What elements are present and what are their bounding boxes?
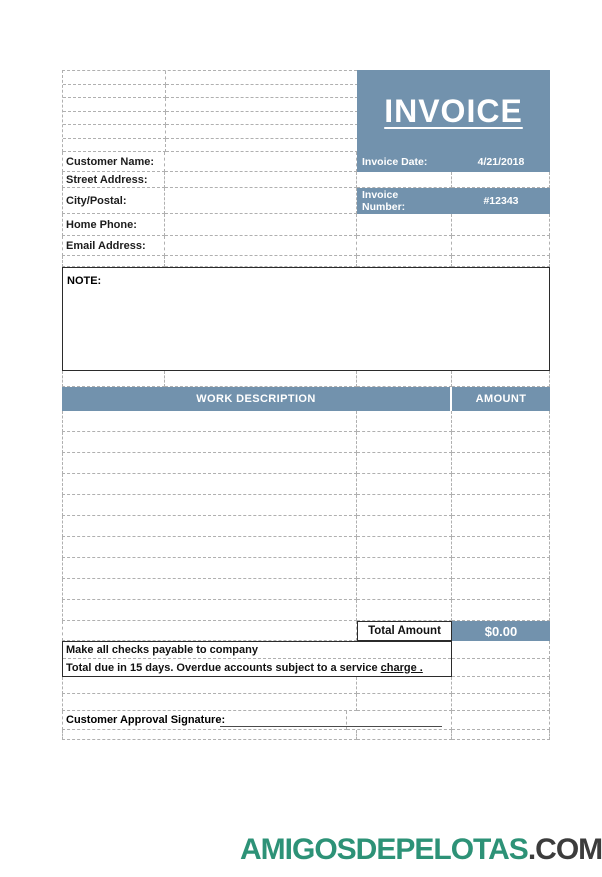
work-description-cell[interactable]: [62, 495, 357, 516]
empty-cell: [62, 256, 165, 267]
invoice-title: INVOICE: [384, 92, 523, 129]
empty-cell: [347, 711, 452, 730]
empty-cell: [166, 85, 358, 99]
work-description-subcell[interactable]: [357, 411, 452, 432]
signature-row: [62, 711, 550, 730]
empty-cell: [452, 641, 550, 659]
empty-cell: [357, 371, 452, 387]
email-address-row: [62, 236, 550, 256]
empty-cell: [166, 139, 358, 153]
empty-cell: [452, 730, 550, 740]
total-row: [62, 621, 550, 641]
empty-cell: [62, 694, 357, 711]
amount-cell[interactable]: [452, 558, 550, 579]
street-address-row: [62, 172, 550, 188]
empty-cell: [62, 371, 165, 387]
amount-cell[interactable]: [452, 411, 550, 432]
work-description-subcell[interactable]: [357, 516, 452, 537]
signature-label: Customer Approval Signature:: [66, 714, 226, 726]
total-amount-value: $0.00: [452, 621, 550, 641]
empty-cell: [165, 256, 357, 267]
city-postal-row: [62, 188, 550, 214]
empty-cell: [452, 256, 550, 267]
work-table-row: [62, 411, 550, 432]
empty-cell: [63, 85, 166, 99]
work-description-subcell[interactable]: [357, 558, 452, 579]
empty-cell: [63, 98, 166, 112]
empty-cell: [357, 214, 452, 236]
empty-cell: [452, 214, 550, 236]
empty-cell: [452, 236, 550, 256]
work-table-row: [62, 516, 550, 537]
spacer-row: [62, 256, 550, 267]
work-description-cell[interactable]: [62, 558, 357, 579]
terms-box: [62, 641, 452, 677]
home-phone-label: Home Phone:: [62, 214, 165, 236]
amount-cell[interactable]: [452, 516, 550, 537]
customer-name-row: [62, 152, 550, 172]
site-logo-tld: .COM: [527, 833, 602, 866]
due-note: [63, 659, 451, 676]
work-description-cell[interactable]: [62, 579, 357, 600]
invoice-title-box: [357, 70, 550, 152]
empty-cell: [63, 71, 166, 85]
empty-cell: [62, 677, 357, 694]
invoice-number-value: #12343: [452, 188, 550, 214]
customer-name-input[interactable]: [165, 152, 357, 172]
empty-cell: [63, 112, 166, 126]
work-description-cell[interactable]: [62, 600, 357, 621]
work-table-body: [62, 411, 550, 621]
spacer-row: [62, 730, 550, 740]
empty-cell: [63, 139, 166, 153]
empty-cell: [357, 236, 452, 256]
work-description-cell[interactable]: [62, 453, 357, 474]
empty-cell: [452, 711, 550, 730]
home-phone-input[interactable]: [165, 214, 357, 236]
email-address-label: Email Address:: [62, 236, 165, 256]
work-description-cell[interactable]: [62, 516, 357, 537]
work-description-subcell[interactable]: [357, 579, 452, 600]
service-charge-link[interactable]: charge .: [380, 661, 423, 674]
work-description-subcell[interactable]: [357, 474, 452, 495]
street-address-input[interactable]: [165, 172, 357, 188]
empty-cell: [357, 172, 452, 188]
empty-cell: [357, 677, 452, 694]
empty-cell: [357, 256, 452, 267]
work-table-row: [62, 474, 550, 495]
city-postal-input[interactable]: [165, 188, 357, 214]
empty-cell: [357, 694, 452, 711]
work-table-row: [62, 453, 550, 474]
work-description-subcell[interactable]: [357, 600, 452, 621]
amount-cell[interactable]: [452, 453, 550, 474]
work-description-header: WORK DESCRIPTION: [62, 387, 452, 411]
site-logo: [240, 833, 602, 867]
spacer-row: [62, 371, 550, 387]
work-description-cell[interactable]: [62, 474, 357, 495]
due-note-text: Total due in 15 days. Overdue accounts subject to a service: [66, 661, 378, 674]
empty-cell: [166, 125, 358, 139]
spacer-row: [62, 677, 550, 694]
total-amount-label: Total Amount: [357, 621, 452, 641]
work-table-header: [62, 387, 550, 411]
email-address-input[interactable]: [165, 236, 357, 256]
work-description-subcell[interactable]: [357, 432, 452, 453]
terms-section: [62, 641, 550, 677]
empty-cell: [452, 677, 550, 694]
work-description-cell[interactable]: [62, 537, 357, 558]
empty-cell: [452, 371, 550, 387]
spacer-row: [62, 694, 550, 711]
note-input-area[interactable]: [62, 267, 550, 371]
amount-cell[interactable]: [452, 474, 550, 495]
note-label: NOTE:: [67, 275, 102, 287]
work-table-row: [62, 600, 550, 621]
home-phone-row: [62, 214, 550, 236]
empty-cell: [357, 730, 452, 740]
invoice-date-value: 4/21/2018: [452, 152, 550, 172]
work-description-subcell[interactable]: [357, 537, 452, 558]
checks-note: Make all checks payable to company: [63, 642, 451, 659]
empty-cell: [452, 172, 550, 188]
top-empty-grid: [62, 70, 357, 152]
amount-cell[interactable]: [452, 432, 550, 453]
city-postal-label: City/Postal:: [62, 188, 165, 214]
work-table-row: [62, 579, 550, 600]
work-description-cell[interactable]: [62, 432, 357, 453]
empty-cell: [452, 659, 550, 677]
empty-cell: [63, 125, 166, 139]
empty-cell: [166, 112, 358, 126]
work-description-cell[interactable]: [62, 411, 357, 432]
empty-cell: [62, 730, 357, 740]
amount-header: AMOUNT: [452, 387, 550, 411]
empty-cell: [452, 694, 550, 711]
customer-name-label: Customer Name:: [62, 152, 165, 172]
work-table-row: [62, 495, 550, 516]
empty-cell: [165, 371, 357, 387]
work-table-row: [62, 537, 550, 558]
work-description-subcell[interactable]: [357, 453, 452, 474]
invoice-date-label: Invoice Date:: [357, 152, 452, 172]
invoice-sheet: [62, 70, 550, 740]
signature-label-cell: [62, 711, 347, 730]
amount-cell[interactable]: [452, 537, 550, 558]
empty-cell: [166, 98, 358, 112]
work-description-subcell[interactable]: [357, 495, 452, 516]
invoice-header-section: [62, 70, 550, 152]
amount-cell[interactable]: [452, 579, 550, 600]
amount-cell[interactable]: [452, 600, 550, 621]
empty-cell: [62, 621, 357, 641]
site-logo-name: AMIGOSDEPELOTAS: [240, 833, 528, 866]
work-table-row: [62, 558, 550, 579]
amount-cell[interactable]: [452, 495, 550, 516]
terms-right-cells: [452, 641, 550, 677]
work-table-row: [62, 432, 550, 453]
street-address-label: Street Address:: [62, 172, 165, 188]
empty-cell: [166, 71, 358, 85]
signature-line[interactable]: [220, 726, 442, 727]
invoice-number-label: Invoice Number:: [357, 188, 452, 214]
